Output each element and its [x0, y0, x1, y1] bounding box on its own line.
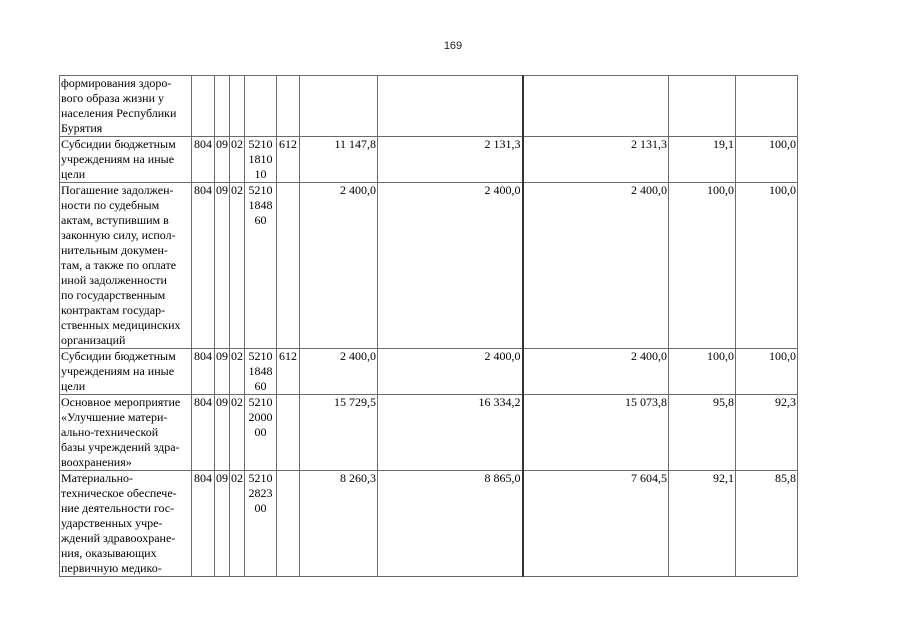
section-code-cell: 09: [215, 395, 230, 471]
row-name-line: цели: [61, 167, 86, 181]
target-code-line: 00: [254, 425, 267, 439]
row-name-cell: [60, 137, 192, 183]
ministry-code-cell: 804: [192, 183, 215, 349]
row-name-line: актам, вступившим в: [61, 213, 169, 227]
row-name-line: Субсидии бюджетным: [61, 349, 176, 363]
section-code-cell: 09: [215, 349, 230, 395]
percent-of-specified-cell: 100,0: [736, 137, 798, 183]
row-name-line: воохранения»: [61, 455, 132, 469]
target-code-line: 60: [254, 379, 267, 393]
row-name-line: Субсидии бюджетным: [61, 137, 176, 151]
budget-table: [59, 75, 798, 577]
percent-of-approved-cell: 95,8: [669, 395, 736, 471]
percent-of-specified-cell: 85,8: [736, 471, 798, 577]
amount-approved-cell: [300, 76, 378, 137]
target-code-line: 1848: [248, 364, 273, 378]
row-name-line: по государственным: [61, 288, 166, 302]
target-code-line: 60: [254, 213, 267, 227]
target-code-cell: [245, 349, 277, 395]
amount-specified-cell: [378, 76, 523, 137]
target-code-line: 1848: [248, 198, 273, 212]
ministry-code-cell: 804: [192, 471, 215, 577]
percent-of-approved-cell: 19,1: [669, 137, 736, 183]
percent-of-specified-cell: 100,0: [736, 183, 798, 349]
target-code-line: 00: [254, 501, 267, 515]
table-row: [60, 76, 798, 137]
section-code-cell: 09: [215, 183, 230, 349]
row-name-line: вого образа жизни у: [61, 91, 165, 105]
amount-specified-cell: 2 400,0: [378, 349, 523, 395]
amount-approved-cell: 11 147,8: [300, 137, 378, 183]
target-code-line: 10: [254, 167, 267, 181]
row-name-line: организаций: [61, 333, 126, 347]
page-number: 169: [443, 40, 463, 52]
row-name-line: Основное мероприятие: [61, 395, 181, 409]
target-code-cell: [245, 137, 277, 183]
amount-approved-cell: 2 400,0: [300, 183, 378, 349]
amount-executed-cell: 2 400,0: [523, 349, 669, 395]
table-row: [60, 349, 798, 395]
section-code-cell: 09: [215, 471, 230, 577]
percent-of-approved-cell: [669, 76, 736, 137]
subsection-code-cell: 02: [230, 183, 245, 349]
row-name-line: формирования здоро-: [61, 76, 172, 90]
subsection-code-cell: 02: [230, 349, 245, 395]
table-row: [60, 395, 798, 471]
amount-executed-cell: [523, 76, 669, 137]
amount-specified-cell: 16 334,2: [378, 395, 523, 471]
row-name-line: цели: [61, 379, 86, 393]
target-code-line: 1810: [248, 152, 273, 166]
row-name-line: учреждениям на иные: [61, 364, 175, 378]
target-code-cell: [245, 395, 277, 471]
expense-type-cell: 612: [277, 349, 300, 395]
amount-specified-cell: 2 131,3: [378, 137, 523, 183]
row-name-line: учреждениям на иные: [61, 152, 175, 166]
section-code-cell: [215, 76, 230, 137]
row-name-line: там, а также по оплате: [61, 258, 177, 272]
expense-type-cell: [277, 183, 300, 349]
section-code-cell: 09: [215, 137, 230, 183]
row-name-line: ственных медицинских: [61, 318, 181, 332]
row-name-line: Погашение задолжен-: [61, 183, 174, 197]
row-name-line: законную силу, испол-: [61, 228, 176, 242]
row-name-line: первичную медико-: [61, 561, 162, 575]
expense-type-cell: [277, 76, 300, 137]
target-code-line: 5210: [248, 183, 273, 197]
target-code-line: 5210: [248, 395, 273, 409]
row-name-line: ально-технической: [61, 425, 159, 439]
row-name-line: «Улучшение матери-: [61, 410, 168, 424]
amount-approved-cell: 8 260,3: [300, 471, 378, 577]
row-name-line: базы учреждений здра-: [61, 440, 180, 454]
row-name-line: ния, оказывающих: [61, 546, 157, 560]
row-name-line: контрактам государ-: [61, 303, 166, 317]
target-code-line: 5210: [248, 137, 273, 151]
ministry-code-cell: 804: [192, 137, 215, 183]
percent-of-specified-cell: 92,3: [736, 395, 798, 471]
percent-of-specified-cell: [736, 76, 798, 137]
target-code-cell: [245, 76, 277, 137]
percent-of-specified-cell: 100,0: [736, 349, 798, 395]
row-name-line: ждений здравоохране-: [61, 531, 176, 545]
target-code-cell: [245, 471, 277, 577]
amount-executed-cell: 7 604,5: [523, 471, 669, 577]
ministry-code-cell: [192, 76, 215, 137]
table-row: [60, 471, 798, 577]
ministry-code-cell: 804: [192, 395, 215, 471]
row-name-cell: [60, 395, 192, 471]
amount-specified-cell: 8 865,0: [378, 471, 523, 577]
expense-type-cell: [277, 395, 300, 471]
row-name-line: иной задолженности: [61, 273, 167, 287]
target-code-line: 5210: [248, 349, 273, 363]
amount-executed-cell: 2 131,3: [523, 137, 669, 183]
amount-approved-cell: 15 729,5: [300, 395, 378, 471]
row-name-line: ности по судебным: [61, 198, 160, 212]
row-name-line: ние деятельности гос-: [61, 501, 175, 515]
table-row: [60, 183, 798, 349]
expense-type-cell: [277, 471, 300, 577]
percent-of-approved-cell: 92,1: [669, 471, 736, 577]
amount-executed-cell: 15 073,8: [523, 395, 669, 471]
amount-specified-cell: 2 400,0: [378, 183, 523, 349]
row-name-line: техническое обеспече-: [61, 486, 177, 500]
subsection-code-cell: 02: [230, 471, 245, 577]
ministry-code-cell: 804: [192, 349, 215, 395]
target-code-line: 5210: [248, 471, 273, 485]
subsection-code-cell: 02: [230, 395, 245, 471]
row-name-cell: [60, 471, 192, 577]
expense-type-cell: 612: [277, 137, 300, 183]
row-name-line: Материально-: [61, 471, 133, 485]
target-code-cell: [245, 183, 277, 349]
row-name-cell: [60, 76, 192, 137]
row-name-line: ударственных учре-: [61, 516, 163, 530]
amount-executed-cell: 2 400,0: [523, 183, 669, 349]
amount-approved-cell: 2 400,0: [300, 349, 378, 395]
row-name-line: нительным докумен-: [61, 243, 168, 257]
percent-of-approved-cell: 100,0: [669, 183, 736, 349]
table-row: [60, 137, 798, 183]
percent-of-approved-cell: 100,0: [669, 349, 736, 395]
target-code-line: 2000: [248, 410, 273, 424]
target-code-line: 2823: [248, 486, 273, 500]
subsection-code-cell: [230, 76, 245, 137]
row-name-line: населения Республики: [61, 106, 177, 120]
subsection-code-cell: 02: [230, 137, 245, 183]
row-name-line: Бурятия: [61, 121, 103, 135]
row-name-cell: [60, 349, 192, 395]
row-name-cell: [60, 183, 192, 349]
